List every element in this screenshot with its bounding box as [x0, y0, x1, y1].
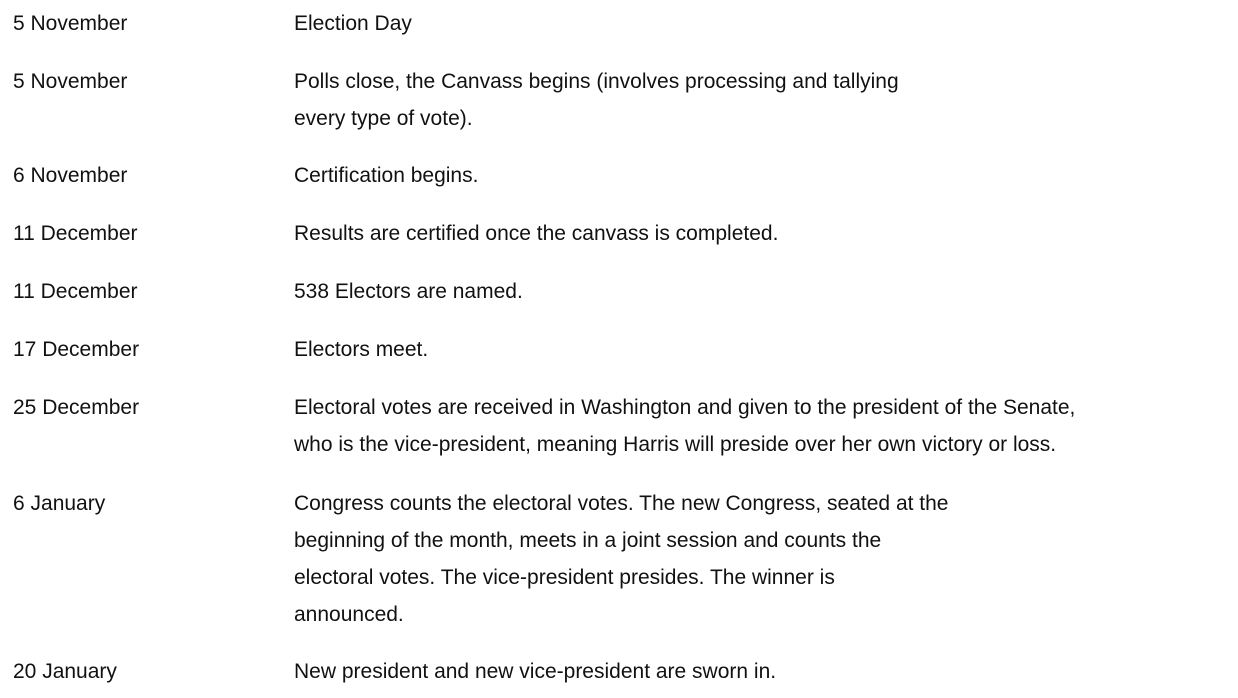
event-line: announced.: [294, 603, 404, 626]
event-line: Polls close, the Canvass begins (involves processing and tallying: [294, 70, 899, 93]
event-line: beginning of the month, meets in a joint session and counts the: [294, 529, 882, 552]
timeline-event: [294, 273, 523, 310]
event-line: Congress counts the electoral votes. The new Congress, seated at the: [294, 492, 949, 515]
timeline-event: [294, 157, 478, 194]
event-line: Results are certified once the canvass is completed.: [294, 222, 779, 245]
event-line: Election Day: [294, 12, 412, 35]
event-line: Certification begins.: [294, 164, 479, 187]
event-line: who is the vice-president, meaning Harris will preside over her own victory or loss.: [294, 433, 1057, 456]
timeline-date: 5 November: [13, 70, 128, 93]
timeline-date: 17 December: [13, 338, 140, 361]
timeline-date: 11 December: [13, 280, 138, 303]
timeline-event: [294, 63, 899, 137]
timeline-event: [294, 331, 428, 368]
timeline-date: 6 November: [13, 164, 128, 187]
event-line: 538 Electors are named.: [294, 280, 523, 303]
timeline-date: 20 January: [13, 660, 117, 683]
timeline-date: 25 December: [13, 396, 140, 419]
event-line: every type of vote).: [294, 107, 473, 130]
timeline-date: 6 January: [13, 492, 106, 515]
event-line: electoral votes. The vice-president presides. The winner is: [294, 566, 835, 589]
timeline-event: [294, 653, 776, 690]
timeline-date: 11 December: [13, 222, 138, 245]
event-line: Electoral votes are received in Washington and given to the president of the Senate,: [294, 396, 1076, 419]
timeline-event: [294, 215, 778, 252]
event-line: Electors meet.: [294, 338, 429, 361]
timeline-event: [294, 485, 949, 633]
timeline-event: [294, 5, 412, 42]
timeline-date: 5 November: [13, 12, 128, 35]
timeline-event: [294, 389, 1075, 463]
event-line: New president and new vice-president are sworn in.: [294, 660, 777, 683]
